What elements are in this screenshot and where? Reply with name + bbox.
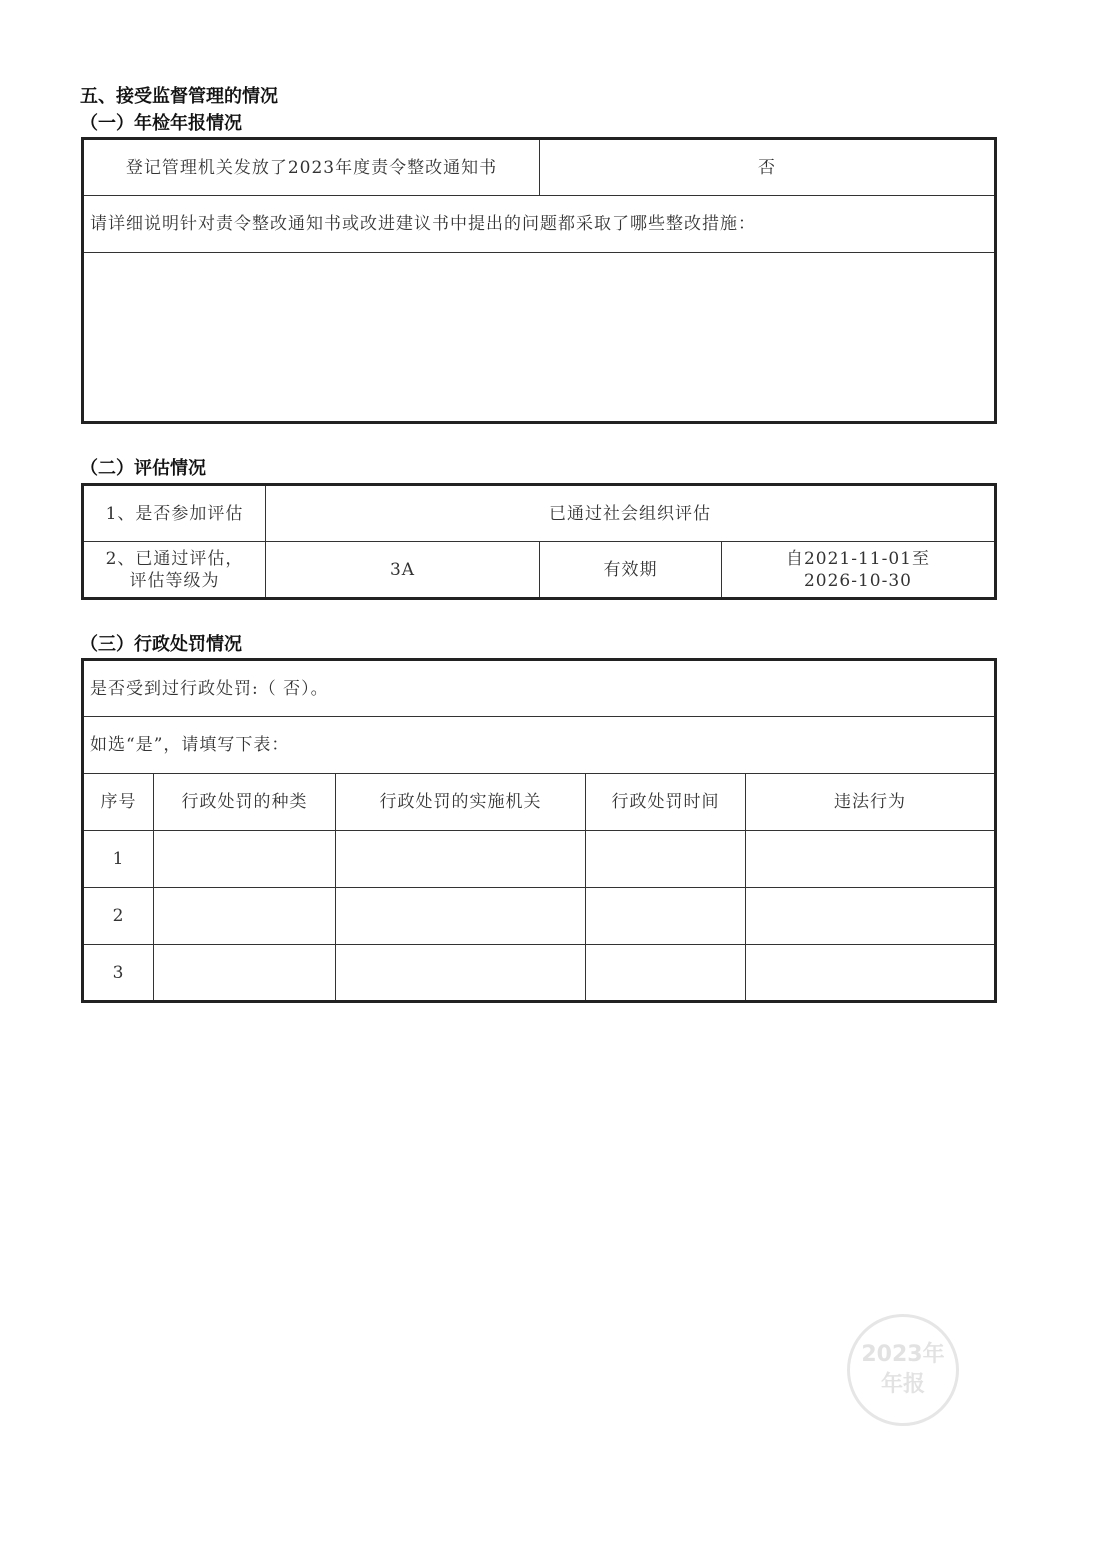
validity-line2: 2026-10-30: [803, 570, 912, 591]
row-time: [586, 888, 746, 945]
row-authority: [336, 888, 586, 945]
evaluation-subtitle: （二）评估情况: [80, 458, 206, 479]
annual-report-table: [81, 137, 997, 424]
row-time: [586, 945, 746, 1002]
table-row: [83, 945, 996, 1002]
row-behavior: [746, 888, 996, 945]
col-header-no: 序号: [83, 774, 154, 831]
row-authority: [336, 945, 586, 1002]
row-type: [154, 888, 336, 945]
col-header-behavior: 违法行为: [746, 774, 996, 831]
grade-value: 3A: [266, 542, 540, 599]
measures-label: 请详细说明针对责令整改通知书或改进建议书中提出的问题都采取了哪些整改措施：: [83, 196, 996, 253]
penalty-instruction: 如选“是”，请填写下表：: [83, 717, 996, 774]
participated-value: 已通过社会组织评估: [266, 485, 996, 542]
row-no: 2: [83, 888, 154, 945]
measures-value: [83, 253, 996, 423]
penalty-subtitle: （三）行政处罚情况: [80, 634, 242, 655]
penalty-header-row: [83, 774, 996, 831]
col-header-time: 行政处罚时间: [586, 774, 746, 831]
penalty-question: 是否受到过行政处罚:（ 否）。: [83, 660, 996, 717]
stamp-line1: 2023年: [861, 1342, 945, 1367]
participated-label: 1、是否参加评估: [83, 485, 266, 542]
section-title: 五、接受监督管理的情况: [80, 86, 278, 107]
row-type: [154, 945, 336, 1002]
row-authority: [336, 831, 586, 888]
notice-value: 否: [540, 139, 996, 196]
stamp-line2: 年报: [880, 1372, 925, 1397]
penalty-table: [81, 658, 997, 1003]
row-no: 1: [83, 831, 154, 888]
grade-label-line1: 2、已通过评估，: [105, 548, 244, 569]
annual-report-subtitle: （一）年检年报情况: [80, 113, 242, 134]
col-header-authority: 行政处罚的实施机关: [336, 774, 586, 831]
table-row: [83, 888, 996, 945]
grade-label-line2: 评估等级为: [129, 570, 220, 591]
validity-line1: 自2021-11-01至: [785, 548, 930, 569]
grade-label: [83, 542, 266, 599]
row-behavior: [746, 945, 996, 1002]
notice-label: 登记管理机关发放了2023年度责令整改通知书: [83, 139, 540, 196]
table-row: [83, 831, 996, 888]
validity-label: 有效期: [540, 542, 722, 599]
row-type: [154, 831, 336, 888]
row-behavior: [746, 831, 996, 888]
row-time: [586, 831, 746, 888]
col-header-type: 行政处罚的种类: [154, 774, 336, 831]
row-no: 3: [83, 945, 154, 1002]
annual-report-stamp: [847, 1314, 959, 1426]
validity-value: [722, 542, 996, 599]
evaluation-table: [81, 483, 997, 600]
